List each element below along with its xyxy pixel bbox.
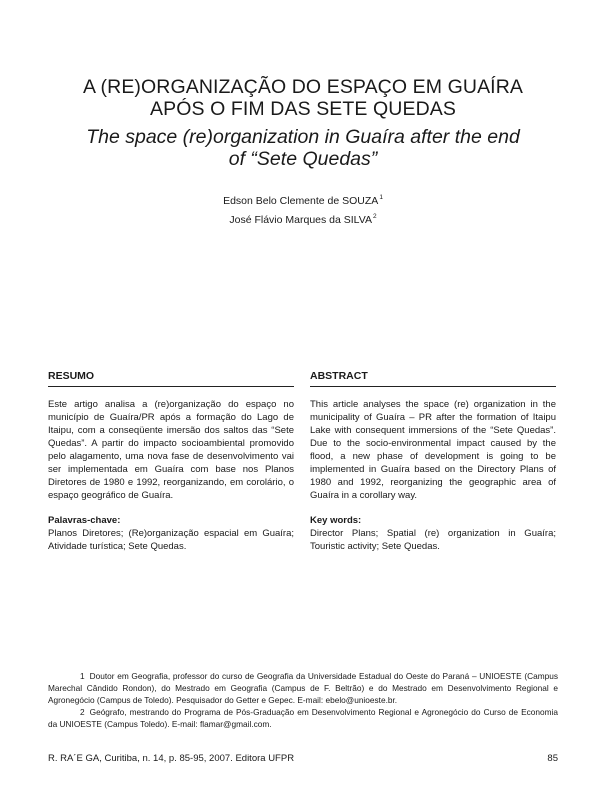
author-1-name: Edson Belo Clemente de SOUZA: [223, 195, 379, 207]
abstract-keywords: Director Plans; Spatial (re) organization in Guaíra; Touristic activity; Sete Quedas.: [310, 528, 556, 552]
footnote-2: [48, 706, 558, 730]
resumo-rule: [48, 386, 294, 387]
author-1: [0, 194, 606, 207]
resumo-keywords: Planos Diretores; (Re)organização espacial em Guaíra; Atividade turística; Sete Quedas.: [48, 528, 294, 552]
author-2: [0, 213, 606, 226]
footnote-1-text: Doutor em Geografia, professor do curso de Geografia da Universidade Estadual do Oeste do Paraná – UNIOESTE (Campus Marechal Cândido Rondon), do Mestrado em Geografia (Campus de F. Beltrão) e do Mestrado em Desenvolvimento Regional e Agronegócio (Campus de Toledo). Pesquisador do Getter e Gepec. E-mail: ebelo@unioeste.br.: [48, 671, 558, 705]
resumo-heading: RESUMO: [48, 370, 95, 382]
title-en-line-2: of “Sete Quedas”: [228, 148, 378, 170]
title-pt-line-1: A (RE)ORGANIZAÇÃO DO ESPAÇO EM GUAÍRA: [83, 76, 523, 98]
abstract-keywords-label: Key words:: [310, 515, 362, 526]
author-1-ref: 1: [379, 194, 383, 201]
author-2-ref: 2: [372, 213, 377, 220]
abstract-section: [310, 370, 556, 553]
title-english: [0, 126, 606, 170]
title-pt-line-2: APÓS O FIM DAS SETE QUEDAS: [150, 98, 456, 120]
resumo-section: [48, 370, 294, 553]
journal-citation: R. RA´E GA, Curitiba, n. 14, p. 85-95, 2007. Editora UFPR: [48, 753, 295, 764]
resumo-text: Este artigo analisa a (re)organização do espaço no município de Guaíra/PR após a formação do Lago de Itaipu, com a conseqüente imersão dos saltos das “Sete Quedas”. A partir do impacto socioambiental promovido pelo alagamento, uma nova fase de desenvolvimento vai ser implementada em Guaíra com base nos Planos Diretores de 1980 e 1992, reorganizando, em corolário, o espaço geográfico de Guaíra.: [48, 399, 294, 501]
author-2-name: José Flávio Marques da SILVA: [229, 214, 372, 226]
page-number: 85: [547, 753, 558, 764]
title-portuguese: [0, 76, 606, 120]
title-en-line-1: The space (re)organization in Guaíra after the end: [86, 126, 520, 148]
footnote-2-number: 2: [80, 707, 85, 717]
resumo-keywords-label: Palavras-chave:: [48, 515, 121, 526]
footnote-2-text: Geógrafo, mestrando do Programa de Pós-Graduação em Desenvolvimento Regional e Agronegócio do Curso de Economia da UNIOESTE (Campus Toledo). E-mail: flamar@gmail.com.: [48, 707, 558, 729]
footnote-1: [48, 670, 558, 706]
abstract-heading: ABSTRACT: [310, 370, 368, 382]
abstract-text: This article analyses the space (re) organization in the municipality of Guaíra – PR after the formation of Itaipu Lake with consequent immersions of the “Sete Quedas”. Due to the socio-environmental impact caused by the flood, a new phase of development is going to be implemented in Guaíra based on the Directory Plans of 1980 and 1992, reorganizing the geographic area of Guaíra in a corollary way.: [310, 399, 556, 501]
footnote-1-number: 1: [80, 671, 85, 681]
footnotes: [48, 670, 558, 730]
abstract-rule: [310, 386, 556, 387]
